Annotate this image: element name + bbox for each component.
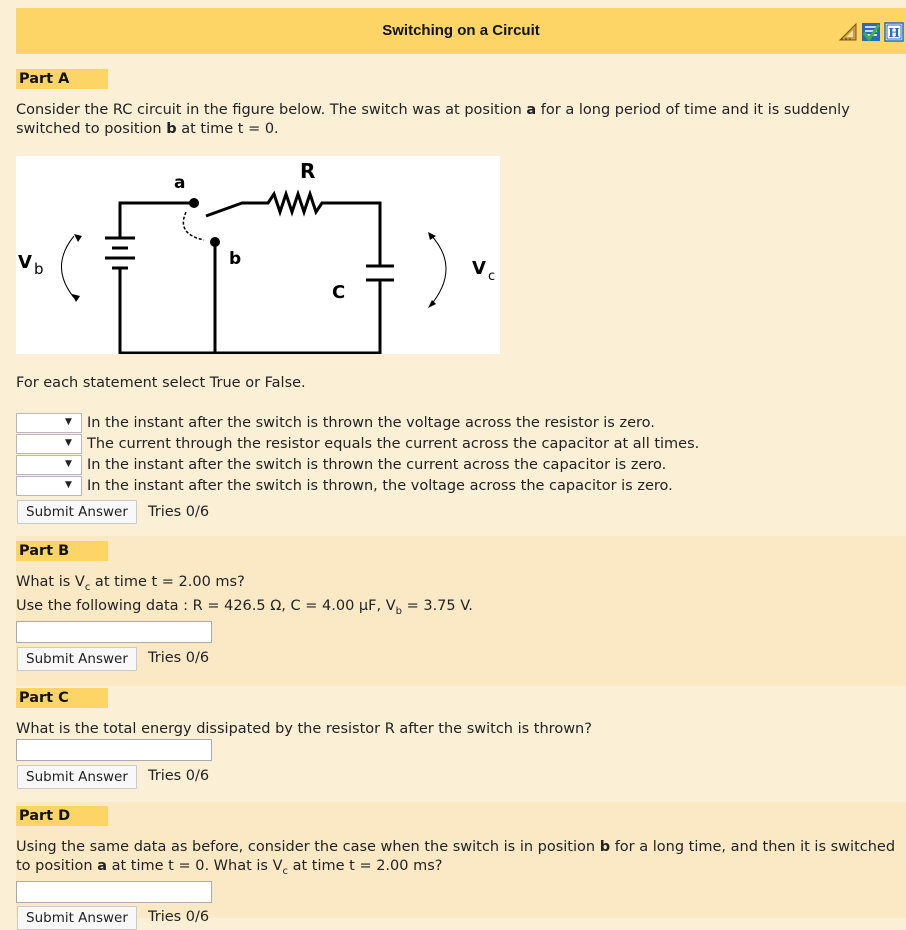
checklist-icon[interactable] [861, 22, 881, 42]
ruler-icon[interactable] [838, 22, 858, 42]
chevron-down-icon: ▼ [65, 417, 72, 427]
part-b-submit-button[interactable]: Submit Answer [17, 647, 137, 671]
statement-2: The current through the resistor equals the current across the capacitor at all times. [87, 436, 700, 452]
label-a: a [174, 173, 186, 193]
chevron-down-icon: ▼ [65, 438, 72, 448]
chevron-down-icon: ▼ [65, 480, 72, 490]
statement-4: In the instant after the switch is thrown, the voltage across the capacitor is zero. [87, 478, 673, 494]
part-c-answer-input[interactable] [16, 739, 212, 761]
part-a-instruction: For each statement select True or False. [16, 375, 306, 391]
statement-2-select[interactable] [16, 434, 82, 454]
part-c-tries: Tries 0/6 [148, 768, 210, 784]
page-title: Switching on a Circuit [382, 22, 540, 39]
part-a-intro: Consider the RC circuit in the figure below. The switch was at position a for a long period of time and it is suddenly switched to position b at time t = 0. [16, 102, 850, 137]
part-d-question: Using the same data as before, consider the case when the switch is in position b for a long time, and then it is switched to position a at time t = 0. What is $V_c$ at time t = 2.00 ms? [16, 839, 896, 877]
svg-text:H: H [888, 26, 900, 40]
part-d-answer-input[interactable] [16, 881, 212, 903]
title-bar [16, 8, 906, 54]
label-vb: V [18, 252, 32, 273]
part-c-question: What is the total energy dissipated by the resistor R after the switch is thrown? [16, 721, 592, 737]
label-b: b [229, 249, 242, 269]
part-d-submit-button[interactable]: Submit Answer [17, 906, 137, 930]
label-vc: V [472, 258, 486, 279]
part-b-header: Part B [16, 541, 108, 561]
label-vc-sub: c [488, 269, 496, 284]
part-c-submit-button[interactable]: Submit Answer [17, 765, 137, 789]
statement-4-select[interactable] [16, 476, 82, 496]
rc-circuit-figure [16, 156, 500, 354]
part-d-header: Part D [16, 806, 108, 826]
part-b-answer-input[interactable] [16, 621, 212, 643]
statement-3: In the instant after the switch is thrown the current across the capacitor is zero. [87, 457, 667, 473]
label-vb-sub: b [34, 260, 44, 278]
label-c: C [332, 282, 346, 303]
statement-1: In the instant after the switch is thrown the voltage across the resistor is zero. [87, 415, 655, 431]
part-c-header: Part C [16, 688, 108, 708]
chevron-down-icon: ▼ [65, 459, 72, 469]
label-r: R [300, 159, 316, 183]
statement-1-select[interactable] [16, 413, 82, 433]
part-a-header: Part A [16, 69, 108, 89]
statement-3-select[interactable] [16, 455, 82, 475]
part-a-tries: Tries 0/6 [148, 504, 210, 520]
help-icon[interactable] [884, 22, 904, 42]
part-a-submit-button[interactable]: Submit Answer [17, 500, 137, 524]
part-b-tries: Tries 0/6 [148, 650, 210, 666]
toolbar-icons [838, 22, 904, 42]
part-b-data: Use the following data : R = 426.5 Ω, C = 4.00 μF, $V_b = 3.75$ V. [16, 598, 473, 617]
part-d-tries: Tries 0/6 [148, 909, 210, 925]
part-b-question: What is $V_c$ at time t = 2.00 ms? [16, 574, 245, 593]
